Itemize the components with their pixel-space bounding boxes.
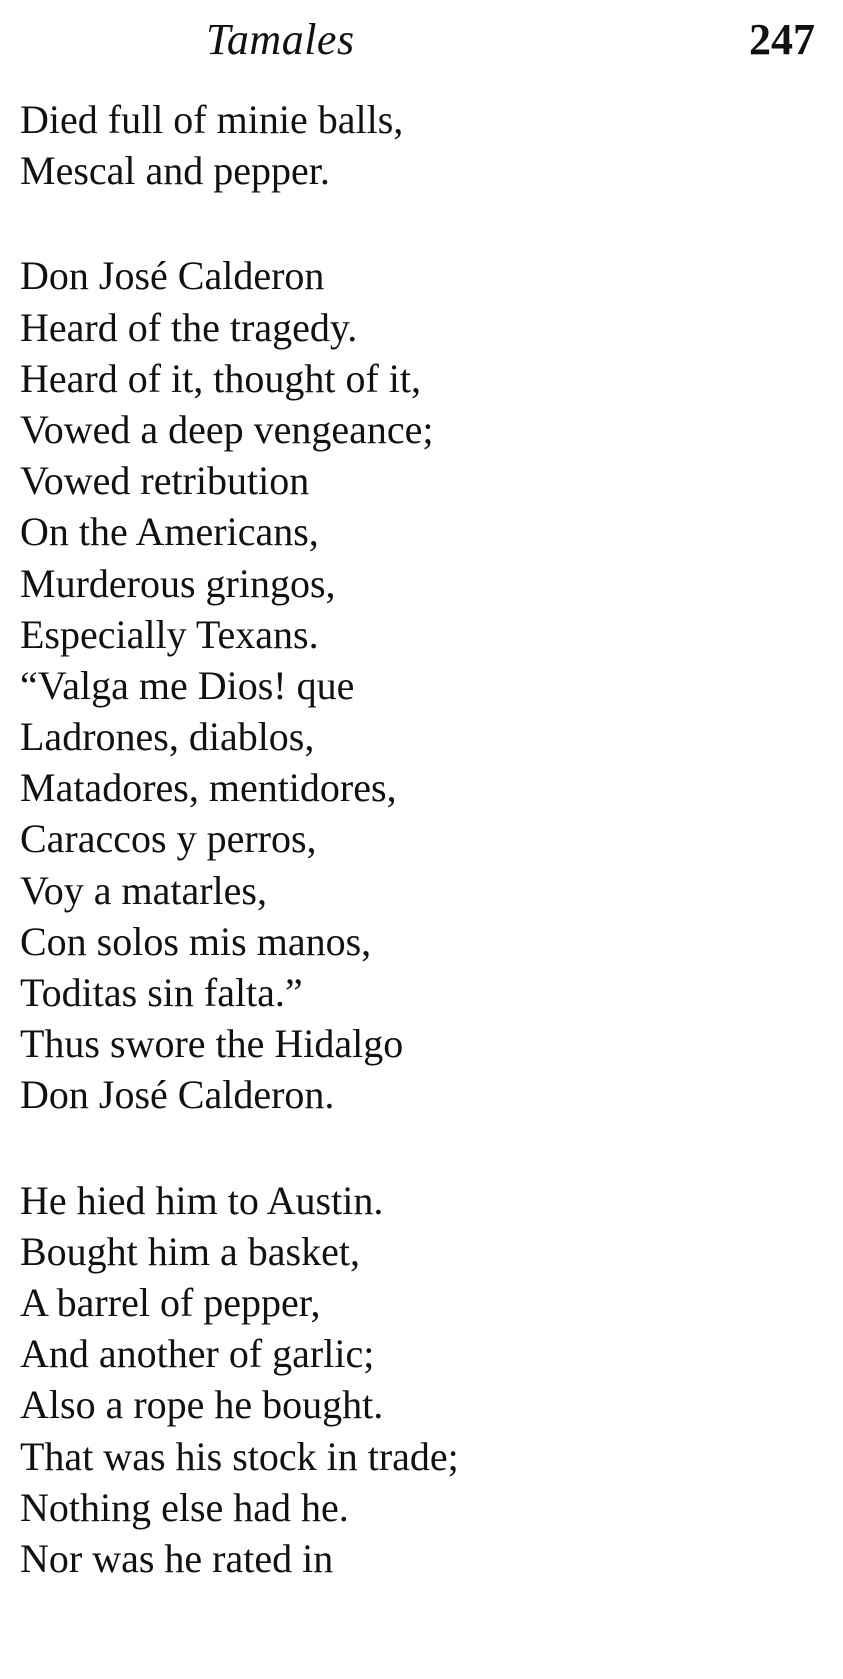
- poem-line: Toditas sin falta.”: [20, 970, 303, 1015]
- stanza-3: [20, 1175, 820, 1585]
- page-number: 247: [749, 15, 815, 64]
- poem-line: Nor was he rated in: [20, 1535, 334, 1581]
- poem-line: Especially Texans.: [20, 611, 319, 657]
- poem-line: Died full of minie balls,: [20, 97, 404, 142]
- poem-line: A barrel of pepper,: [20, 1279, 321, 1325]
- poem-line: Matadores, mentidores,: [20, 765, 397, 811]
- poem-line: That was his stock in trade;: [20, 1433, 459, 1479]
- poem-line: Heard of the tragedy.: [20, 304, 358, 350]
- poem-body: [20, 94, 820, 1584]
- poem-line: Caraccos y perros,: [20, 816, 317, 862]
- poem-line: Heard of it, thought of it,: [20, 355, 422, 401]
- poem-line: Con solos mis manos,: [20, 918, 372, 964]
- poem-line: Don José Calderon: [20, 253, 325, 299]
- poem-line: Also a rope he bought.: [20, 1382, 384, 1428]
- poem-line: Murderous gringos,: [20, 560, 336, 606]
- running-title: Tamales: [206, 15, 355, 64]
- stanza-1: [20, 94, 820, 196]
- poem-line: On the Americans,: [20, 509, 319, 555]
- poem-line: “Valga me Dios! que: [20, 662, 355, 708]
- poem-line: Voy a matarles,: [20, 867, 267, 913]
- stanza-2: [20, 250, 820, 1120]
- poem-line: Mescal and pepper.: [20, 148, 330, 194]
- poem-line: Bought him a basket,: [20, 1228, 360, 1274]
- poem-line: Don José Calderon.: [20, 1072, 335, 1118]
- page-header: [0, 14, 843, 74]
- poem-line: Vowed retribution: [20, 458, 310, 504]
- poem-line: He hied him to Austin.: [20, 1177, 384, 1223]
- poem-line: Nothing else had he.: [20, 1484, 349, 1530]
- poem-line: Ladrones, diablos,: [20, 714, 315, 760]
- poem-line: Vowed a deep vengeance;: [20, 406, 434, 452]
- poem-line: Thus swore the Hidalgo: [20, 1021, 404, 1067]
- poem-line: And another of garlic;: [20, 1331, 375, 1377]
